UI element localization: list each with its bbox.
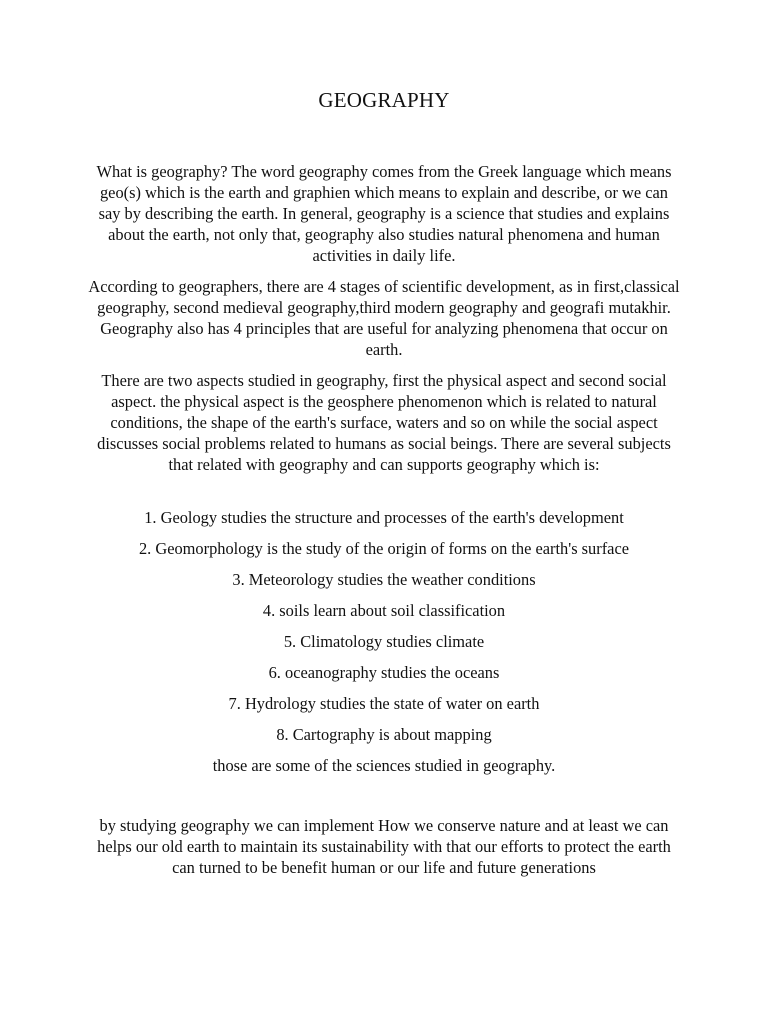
list-item: 1. Geology studies the structure and processes of the earth's development	[144, 508, 624, 527]
list-item: 8. Cartography is about mapping	[276, 725, 492, 744]
list-item: 7. Hydrology studies the state of water on earth	[228, 694, 540, 713]
paragraph-aspects-studied: There are two aspects studied in geography, first the physical aspect and second social aspect. the physical aspect is the geosphere phenomenon which is related to natural conditions, the shape of the earth's surface, waters and so on while the social aspect discusses social problems related to humans as social beings. There are several subjects that related with geography and can supports geography which is:	[97, 371, 671, 474]
paragraph-what-is-geography: What is geography? The word geography comes from the Greek language which means geo(s) which is the earth and graphien which means to explain and describe, or we can say by describing the earth. In general, geography is a science that studies and explains about the earth, not only that, geography also studies natural phenomena and human activities in daily life.	[96, 162, 672, 265]
list-item: 4. soils learn about soil classification	[262, 601, 506, 620]
paragraph-stages-of-development: According to geographers, there are 4 stages of scientific development, as in first,classical geography, second medieval geography,third modern geography and geografi mutakhir. Geography also has 4 principles that are useful for analyzing phenomena that occur on earth.	[88, 277, 680, 359]
subjects-list	[0, 507, 768, 786]
list-item: 3. Meteorology studies the weather conditions	[232, 570, 536, 589]
list-item: 6. oceanography studies the oceans	[268, 663, 500, 682]
list-item: 2. Geomorphology is the study of the origin of forms on the earth's surface	[138, 539, 629, 558]
paragraph-closing: by studying geography we can implement How we conserve nature and at least we can helps our old earth to maintain its sustainability with that our efforts to protect the earth can turned to be benefit human or our life and future generations	[97, 816, 671, 877]
document-title: GEOGRAPHY	[318, 88, 450, 112]
list-summary: those are some of the sciences studied in geography.	[212, 756, 556, 775]
list-item: 5. Climatology studies climate	[283, 632, 485, 651]
